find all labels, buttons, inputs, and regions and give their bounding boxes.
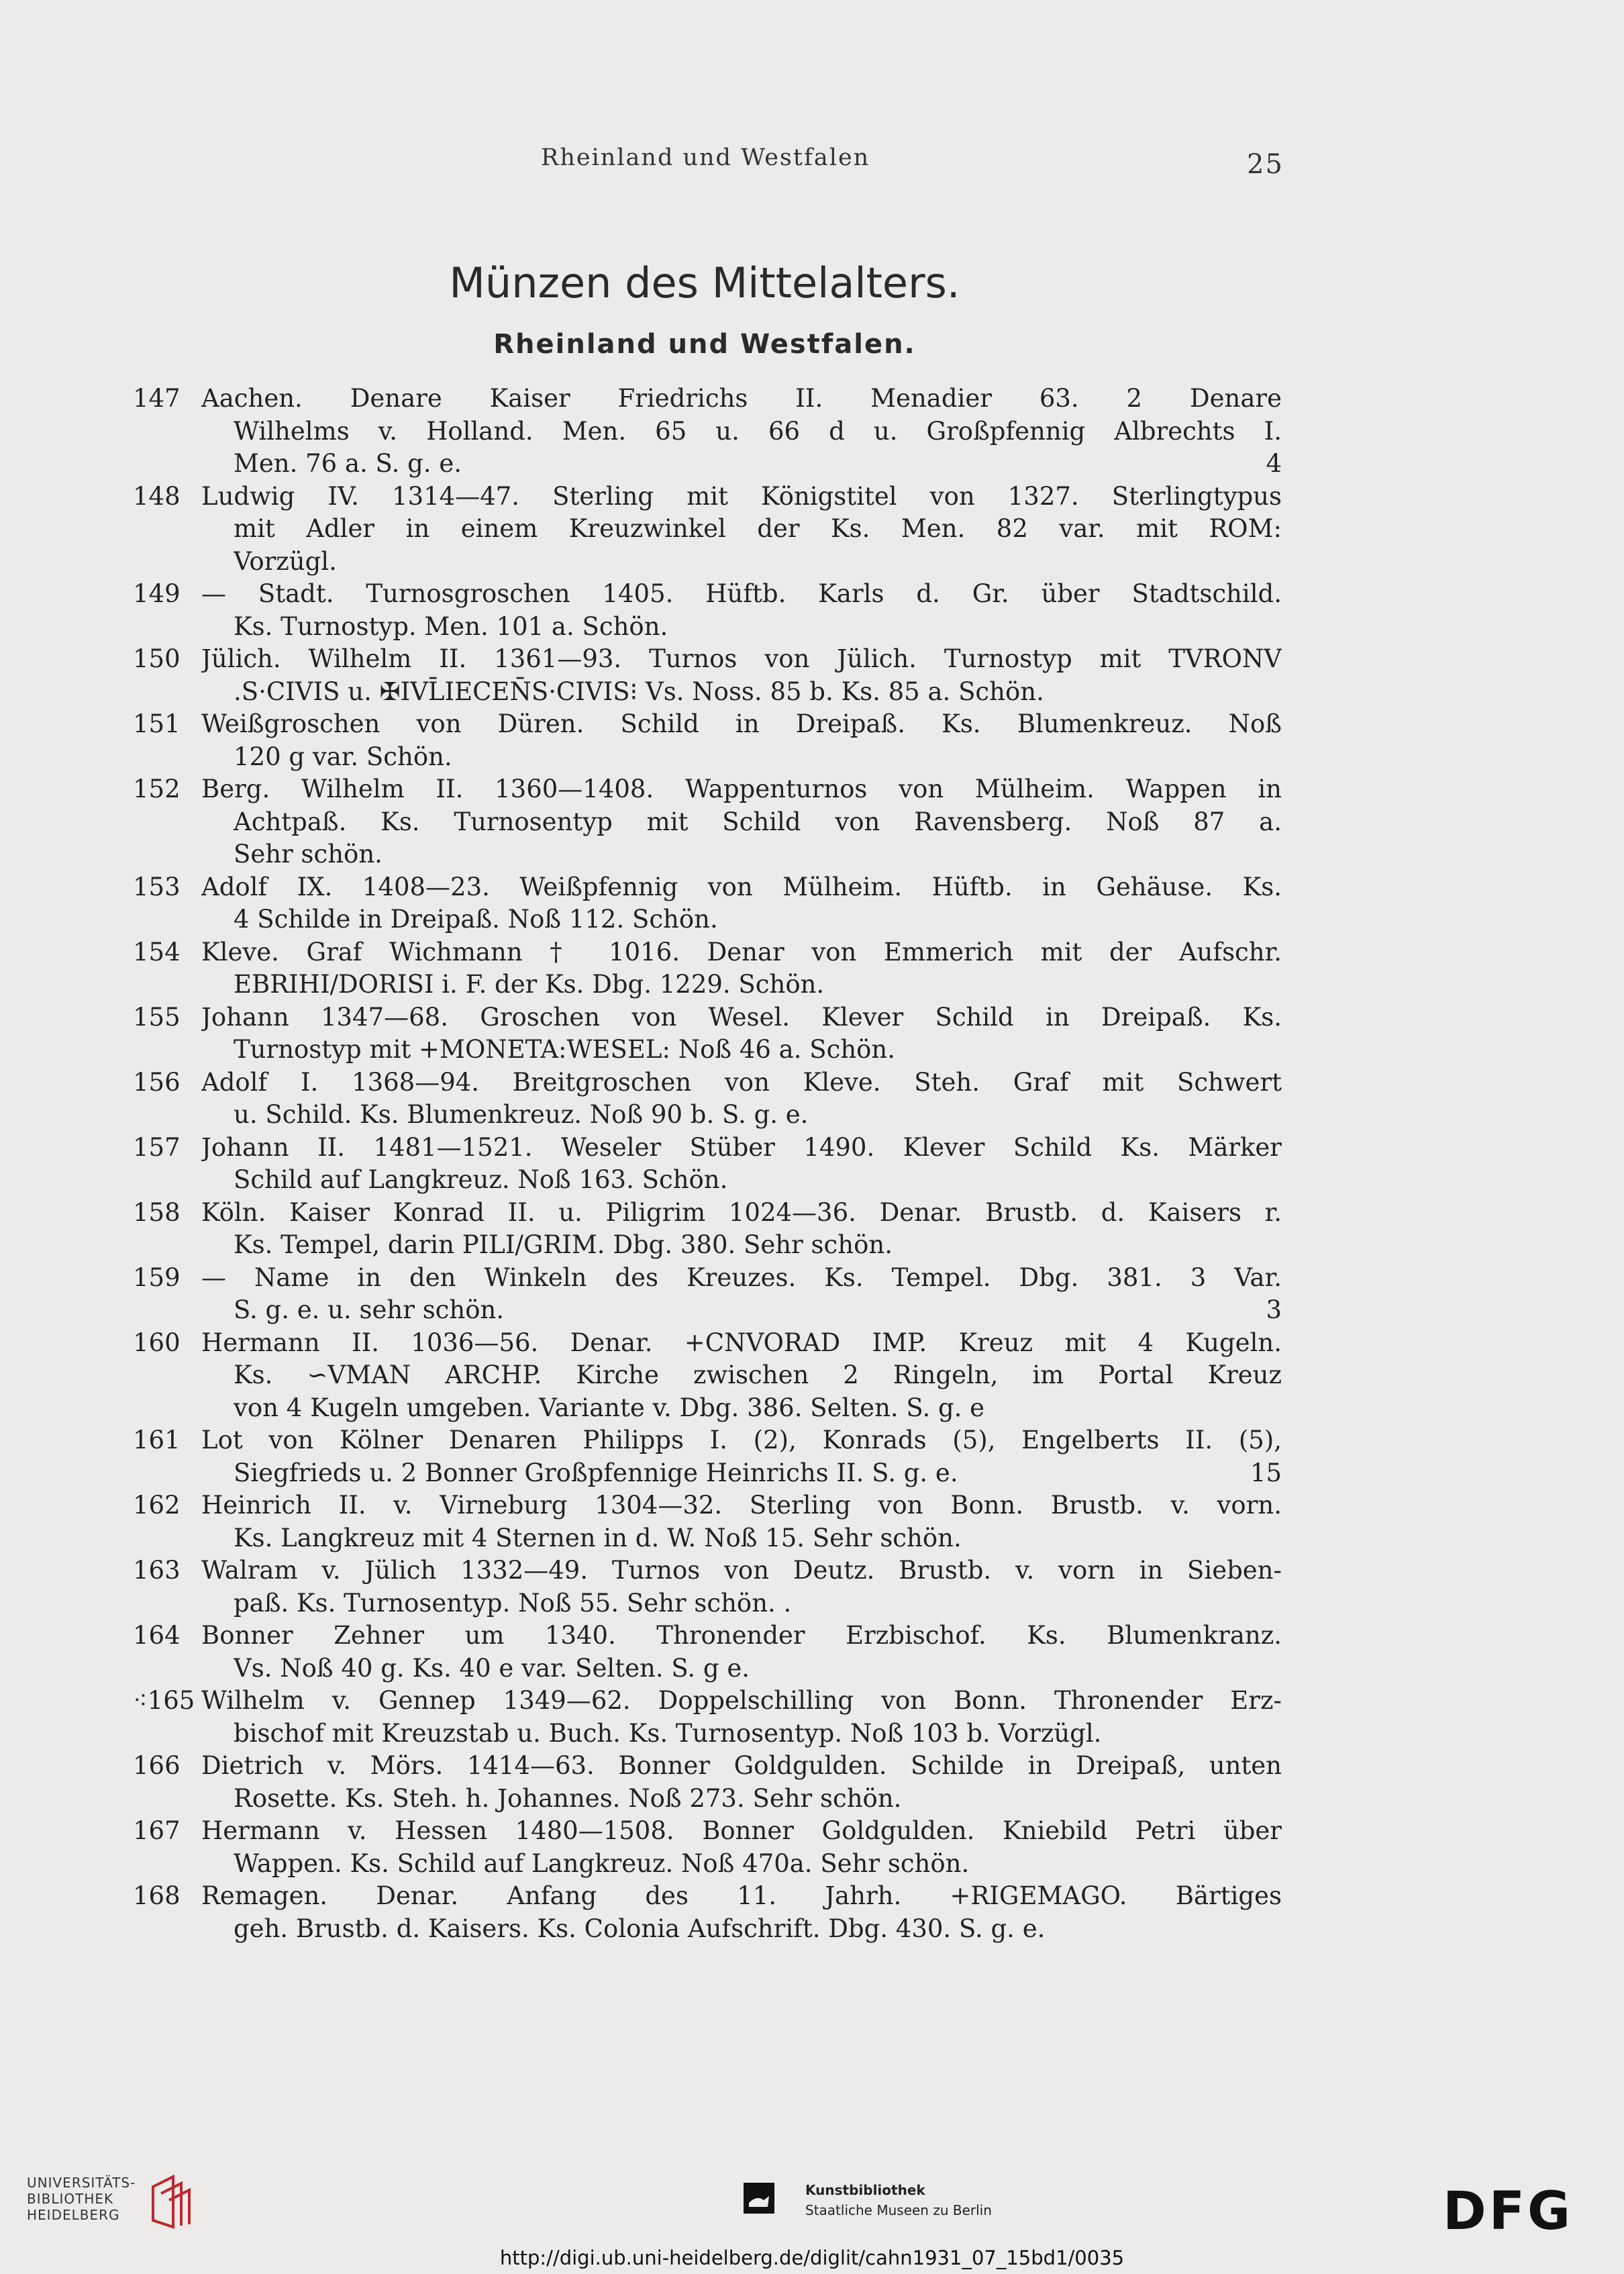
entry-first-line: Köln. Kaiser Konrad II. u. Piligrim 1024—36. Denar. Brustb. d. Kaisers r.: [201, 1198, 1282, 1227]
entry-continuation-line: .S·CIVIS u. ✠IVL̄IECEN̄S·CIVIS⁝ Vs. Noss. 85 b. Ks. 85 a. Schön.: [234, 677, 1044, 706]
entry-number: 151: [133, 709, 181, 738]
entry-continuation-line: Vorzügl.: [234, 547, 337, 576]
ub-line-1: UNIVERSITÄTS-: [27, 2175, 136, 2191]
entry-continuation-line: u. Schild. Ks. Blumenkreuz. Noß 90 b. S. g. e.: [234, 1100, 809, 1129]
entry-amount: 15: [1250, 1459, 1282, 1487]
entry-continuation-line: Ks. Tempel, darin PILI/GRIM. Dbg. 380. Sehr schön.: [234, 1230, 893, 1259]
entry-number: 168: [133, 1881, 181, 1910]
entry-number: 160: [133, 1328, 181, 1357]
entry-continuation-line: Turnostyp mit +MONETA:WESEL: Noß 46 a. Schön.: [234, 1035, 896, 1064]
entry-continuation-line: von 4 Kugeln umgeben. Variante v. Dbg. 386. Selten. S. g. e: [234, 1393, 985, 1422]
kb-line-2: Staatliche Museen zu Berlin: [805, 2202, 992, 2218]
entry-continuation-line: Achtpaß. Ks. Turnosentyp mit Schild von Ravensberg. Noß 87 a.: [234, 807, 1282, 836]
entry-number: 159: [133, 1263, 181, 1292]
entry-continuation-line: Ks. ∽VMAN ARCHP. Kirche zwischen 2 Ringeln, im Portal Kreuz: [234, 1361, 1282, 1389]
entry-amount: 3: [1266, 1295, 1282, 1324]
entry-number: 150: [133, 644, 181, 673]
entry-first-line: Remagen. Denar. Anfang des 11. Jahrh. +RIGEMAGO. Bärtiges: [201, 1881, 1282, 1910]
ub-line-3: HEIDELBERG: [27, 2207, 120, 2223]
entry-number: 157: [133, 1133, 181, 1162]
ub-heidelberg-logo-icon: [146, 2173, 193, 2230]
entry-first-line: Weißgroschen von Düren. Schild in Dreipaß. Ks. Blumenkreuz. Noß: [201, 709, 1282, 738]
entry-first-line: Walram v. Jülich 1332—49. Turnos von Deutz. Brustb. v. vorn in Sieben-: [201, 1556, 1282, 1585]
entry-first-line: Ludwig IV. 1314—47. Sterling mit Königstitel von 1327. Sterlingtypus: [201, 482, 1282, 511]
entry-continuation-line: Ks. Turnostyp. Men. 101 a. Schön.: [234, 612, 668, 641]
entry-continuation-line: Sehr schön.: [234, 840, 383, 869]
footer-bar: [0, 2155, 1624, 2274]
entry-continuation-line: paß. Ks. Turnosentyp. Noß 55. Sehr schön. .: [234, 1589, 792, 1618]
entry-number: 152: [133, 775, 181, 803]
entry-continuation-line: Wappen. Ks. Schild auf Langkreuz. Noß 470a. Sehr schön.: [234, 1849, 970, 1878]
entry-continuation-line: Ks. Langkreuz mit 4 Sternen in d. W. Noß 15. Sehr schön.: [234, 1524, 962, 1552]
entry-continuation-line: Men. 76 a. S. g. e.: [234, 449, 462, 478]
entry-first-line: Hermann II. 1036—56. Denar. +CNVORAD IMP. Kreuz mit 4 Kugeln.: [201, 1328, 1282, 1357]
entry-number: 149: [133, 579, 181, 608]
entry-first-line: Bonner Zehner um 1340. Thronender Erzbischof. Ks. Blumenkranz.: [201, 1621, 1282, 1650]
entry-first-line: Kleve. Graf Wichmann † 1016. Denar von Emmerich mit der Aufschr.: [201, 938, 1282, 967]
entry-continuation-line: geh. Brustb. d. Kaisers. Ks. Colonia Aufschrift. Dbg. 430. S. g. e.: [234, 1914, 1046, 1943]
entry-number: 153: [133, 873, 181, 901]
dfg-logo: DFG: [1443, 2181, 1574, 2242]
entry-first-line: Hermann v. Hessen 1480—1508. Bonner Goldgulden. Kniebild Petri über: [201, 1816, 1282, 1845]
entry-continuation-line: mit Adler in einem Kreuzwinkel der Ks. Men. 82 var. mit ROM:: [234, 514, 1282, 543]
entry-first-line: Adolf IX. 1408—23. Weißpfennig von Mülheim. Hüftb. in Gehäuse. Ks.: [201, 873, 1282, 901]
entry-first-line: Johann II. 1481—1521. Weseler Stüber 1490. Klever Schild Ks. Märker: [201, 1133, 1282, 1162]
entry-first-line: Adolf I. 1368—94. Breitgroschen von Kleve. Steh. Graf mit Schwert: [201, 1068, 1282, 1097]
source-url[interactable]: http://digi.ub.uni-heidelberg.de/diglit/cahn1931_07_15bd1/0035: [499, 2246, 1125, 2269]
entry-first-line: — Name in den Winkeln des Kreuzes. Ks. Tempel. Dbg. 381. 3 Var.: [201, 1263, 1282, 1292]
entry-number: 164: [133, 1621, 181, 1650]
entry-first-line: Wilhelm v. Gennep 1349—62. Doppelschilling von Bonn. Thronender Erz-: [201, 1686, 1282, 1715]
entry-number: 147: [133, 384, 181, 413]
entry-continuation-line: EBRIHI/DORISI i. F. der Ks. Dbg. 1229. Schön.: [234, 970, 825, 999]
entry-continuation-line: Rosette. Ks. Steh. h. Johannes. Noß 273. Sehr schön.: [234, 1784, 902, 1813]
entry-number: 163: [133, 1556, 181, 1585]
entry-first-line: — Stadt. Turnosgroschen 1405. Hüftb. Karls d. Gr. über Stadtschild.: [201, 579, 1282, 608]
entry-continuation-line: Schild auf Langkreuz. Noß 163. Schön.: [234, 1165, 728, 1194]
entry-number: 166: [133, 1751, 181, 1780]
entry-number: 148: [133, 482, 181, 511]
entry-number: 158: [133, 1198, 181, 1227]
entry-continuation-line: bischof mit Kreuzstab u. Buch. Ks. Turnosentyp. Noß 103 b. Vorzügl.: [234, 1719, 1102, 1748]
entry-continuation-line: 4 Schilde in Dreipaß. Noß 112. Schön.: [234, 905, 718, 934]
kunstbibliothek-text: [805, 2180, 992, 2220]
entry-amount: 4: [1266, 449, 1282, 478]
sub-title: Rheinland und Westfalen.: [493, 329, 916, 360]
entry-first-line: Aachen. Denare Kaiser Friedrichs II. Menadier 63. 2 Denare: [201, 384, 1282, 413]
entry-first-line: Jülich. Wilhelm II. 1361—93. Turnos von Jülich. Turnostyp mit TVRONV: [201, 644, 1282, 673]
entry-first-line: Johann 1347—68. Groschen von Wesel. Klever Schild in Dreipaß. Ks.: [201, 1003, 1282, 1032]
entry-continuation-line: Wilhelms v. Holland. Men. 65 u. 66 d u. Großpfennig Albrechts I.: [234, 417, 1282, 446]
entry-number: 167: [133, 1816, 181, 1845]
entry-first-line: Berg. Wilhelm II. 1360—1408. Wappenturnos von Mülheim. Wappen in: [201, 775, 1282, 803]
ub-line-2: BIBLIOTHEK: [27, 2191, 114, 2207]
ub-heidelberg-logo-text: [27, 2175, 136, 2223]
entry-first-line: Lot von Kölner Denaren Philipps I. (2), Konrads (5), Engelberts II. (5),: [201, 1426, 1282, 1454]
kunstbibliothek-logo-icon: [744, 2183, 774, 2214]
kb-line-1: Kunstbibliothek: [805, 2182, 925, 2198]
page-number: 25: [1247, 149, 1284, 180]
entry-number: 156: [133, 1068, 181, 1097]
entry-continuation-line: S. g. e. u. sehr schön.: [234, 1295, 505, 1324]
entry-continuation-line: Vs. Noß 40 g. Ks. 40 e var. Selten. S. g e.: [234, 1654, 750, 1683]
entry-continuation-line: Siegfrieds u. 2 Bonner Großpfennige Heinrichs II. S. g. e.: [234, 1459, 958, 1487]
entry-first-line: Heinrich II. v. Virneburg 1304—32. Sterling von Bonn. Brustb. v. vorn.: [201, 1491, 1282, 1520]
entry-first-line: Dietrich v. Mörs. 1414—63. Bonner Goldgulden. Schilde in Dreipaß, unten: [201, 1751, 1282, 1780]
entry-number: 155: [133, 1003, 181, 1032]
main-title: Münzen des Mittelalters.: [449, 258, 960, 307]
entry-number: 162: [133, 1491, 181, 1520]
running-title: Rheinland und Westfalen: [541, 144, 870, 171]
entry-continuation-line: 120 g var. Schön.: [234, 742, 452, 771]
entry-number: 154: [133, 938, 181, 967]
entry-number: ⁖165: [133, 1686, 195, 1715]
entry-number: 161: [133, 1426, 181, 1454]
